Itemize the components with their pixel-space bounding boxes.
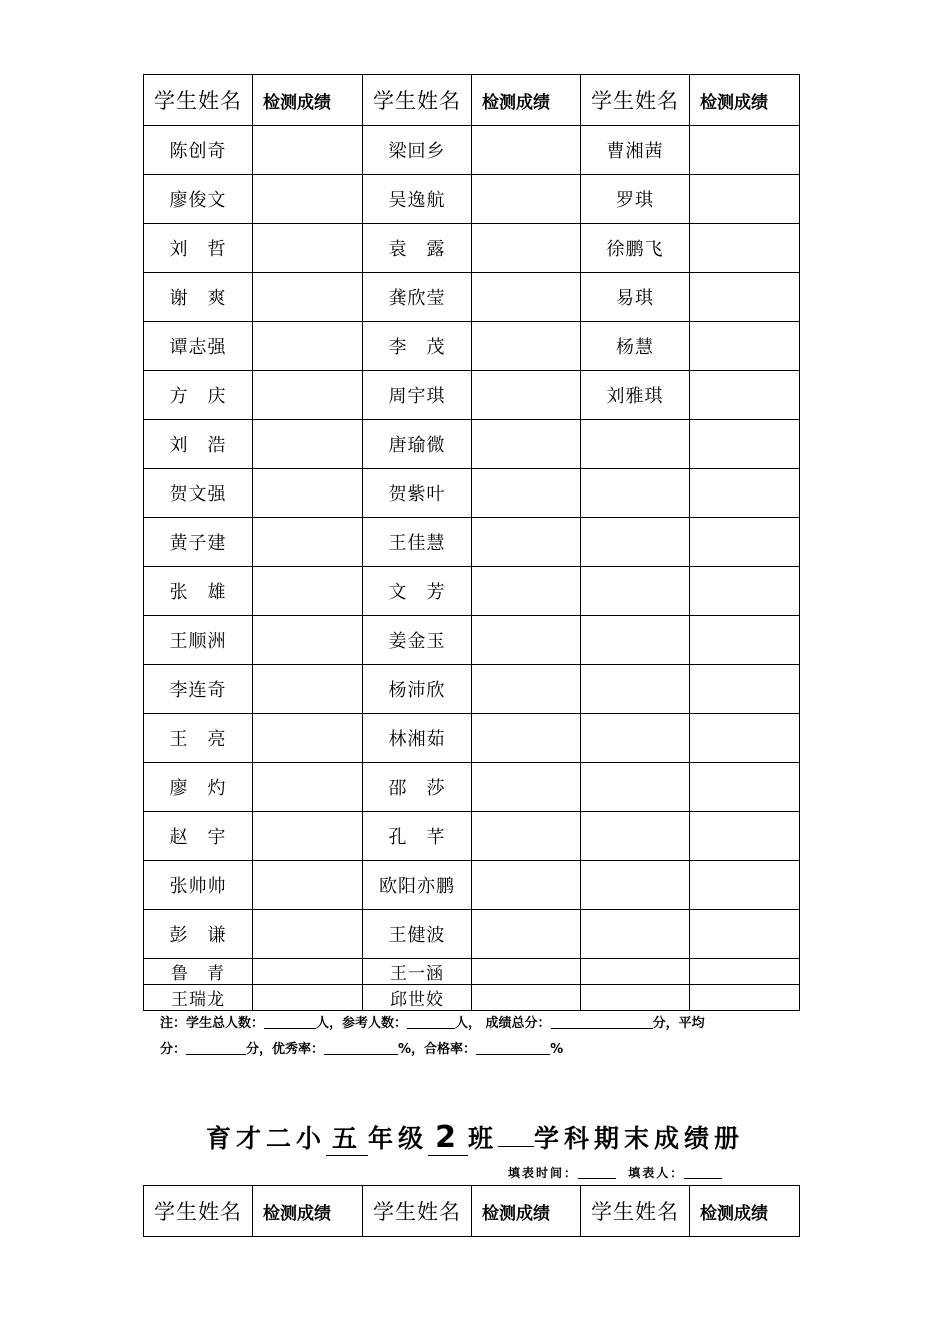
exam-count-blank[interactable]	[407, 1014, 455, 1029]
table-row	[144, 985, 800, 1011]
student-name-cell: 吴逸航	[363, 175, 472, 224]
student-name-cell: 龚欣莹	[363, 273, 472, 322]
score-cell[interactable]	[253, 763, 363, 812]
student-name-cell	[581, 910, 690, 959]
student-name-cell: 彭 谦	[144, 910, 253, 959]
student-name-cell: 廖 灼	[144, 763, 253, 812]
student-name-cell: 李 茂	[363, 322, 472, 371]
student-name-cell: 李连奇	[144, 665, 253, 714]
score-cell[interactable]	[690, 469, 800, 518]
score-cell[interactable]	[690, 763, 800, 812]
student-name-cell: 罗琪	[581, 175, 690, 224]
score-cell[interactable]	[253, 371, 363, 420]
score-cell[interactable]	[472, 812, 581, 861]
student-name-cell: 张 雄	[144, 567, 253, 616]
score-cell[interactable]	[690, 959, 800, 985]
student-name-cell: 王一涵	[363, 959, 472, 985]
score-cell[interactable]	[253, 126, 363, 175]
score-cell[interactable]	[472, 469, 581, 518]
student-name-cell	[581, 665, 690, 714]
score-cell[interactable]	[472, 959, 581, 985]
score-cell[interactable]	[690, 420, 800, 469]
student-name-cell: 袁 露	[363, 224, 472, 273]
score-cell[interactable]	[472, 985, 581, 1011]
score-cell[interactable]	[472, 861, 581, 910]
student-name-cell: 刘雅琪	[581, 371, 690, 420]
table-row	[144, 322, 800, 371]
grade-table-1	[143, 74, 800, 1011]
student-name-cell: 王佳慧	[363, 518, 472, 567]
score-cell[interactable]	[253, 322, 363, 371]
score-cell[interactable]	[690, 910, 800, 959]
student-name-cell: 姜金玉	[363, 616, 472, 665]
student-name-cell: 周宇琪	[363, 371, 472, 420]
score-cell[interactable]	[472, 763, 581, 812]
student-name-cell: 方 庆	[144, 371, 253, 420]
note-average-label: 分，平均	[652, 1016, 705, 1031]
note-percent: %	[550, 1042, 564, 1057]
fill-time-label: 填表时间：	[508, 1166, 579, 1180]
student-name-cell	[581, 812, 690, 861]
total-count-blank[interactable]	[264, 1014, 316, 1029]
score-cell[interactable]	[253, 420, 363, 469]
score-cell[interactable]	[472, 371, 581, 420]
summary-note	[160, 1011, 810, 1063]
student-name-cell: 谢 爽	[144, 273, 253, 322]
student-name-cell: 张帅帅	[144, 861, 253, 910]
score-cell[interactable]	[472, 665, 581, 714]
score-cell[interactable]	[253, 985, 363, 1011]
header-test-score: 检测成绩	[690, 1186, 800, 1237]
student-name-cell: 王顺洲	[144, 616, 253, 665]
header-student-name: 学生姓名	[363, 1186, 472, 1237]
score-cell[interactable]	[472, 518, 581, 567]
student-name-cell	[581, 985, 690, 1011]
student-name-cell	[581, 469, 690, 518]
student-name-cell	[581, 420, 690, 469]
header-student-name: 学生姓名	[581, 75, 690, 126]
score-cell[interactable]	[472, 616, 581, 665]
score-cell[interactable]	[690, 861, 800, 910]
student-name-cell: 欧阳亦鹏	[363, 861, 472, 910]
score-cell[interactable]	[253, 224, 363, 273]
table-row	[144, 910, 800, 959]
note-total-label: 注：学生总人数：	[160, 1016, 265, 1031]
student-name-cell: 刘 浩	[144, 420, 253, 469]
table-row	[144, 518, 800, 567]
score-cell[interactable]	[690, 985, 800, 1011]
note-pass-label: %，合格率：	[398, 1042, 477, 1057]
score-cell[interactable]	[690, 665, 800, 714]
title-subject-suffix: 学科期末成绩册	[534, 1124, 745, 1153]
score-cell[interactable]	[690, 714, 800, 763]
table-row	[144, 371, 800, 420]
student-name-cell	[581, 861, 690, 910]
table-row	[144, 224, 800, 273]
score-cell[interactable]	[690, 126, 800, 175]
pass-rate-blank[interactable]	[476, 1040, 550, 1055]
header-student-name: 学生姓名	[144, 75, 253, 126]
student-name-cell: 唐瑜微	[363, 420, 472, 469]
score-cell[interactable]	[690, 616, 800, 665]
student-name-cell: 徐鹏飞	[581, 224, 690, 273]
title-subject-blank[interactable]	[498, 1146, 534, 1147]
score-cell[interactable]	[253, 665, 363, 714]
student-name-cell: 王健波	[363, 910, 472, 959]
score-cell[interactable]	[690, 567, 800, 616]
filler-label: 填表人：	[628, 1166, 685, 1180]
score-cell[interactable]	[253, 959, 363, 985]
header-test-score: 检测成绩	[253, 1186, 363, 1237]
title-grade-suffix: 年级	[367, 1124, 428, 1153]
score-cell[interactable]	[690, 371, 800, 420]
student-name-cell: 刘 哲	[144, 224, 253, 273]
score-cell[interactable]	[472, 224, 581, 273]
table-row	[144, 420, 800, 469]
student-name-cell: 鲁 青	[144, 959, 253, 985]
excellent-rate-blank[interactable]	[324, 1040, 398, 1055]
student-name-cell: 林湘茹	[363, 714, 472, 763]
score-cell[interactable]	[472, 714, 581, 763]
title-grade: 五	[326, 1119, 368, 1156]
score-cell[interactable]	[690, 518, 800, 567]
score-cell[interactable]	[690, 224, 800, 273]
score-cell[interactable]	[253, 175, 363, 224]
table-row	[144, 273, 800, 322]
score-cell[interactable]	[472, 273, 581, 322]
score-cell[interactable]	[472, 910, 581, 959]
fill-time-blank[interactable]	[578, 1166, 616, 1179]
table-row	[144, 469, 800, 518]
student-name-cell: 杨沛欣	[363, 665, 472, 714]
score-cell[interactable]	[253, 469, 363, 518]
average-score-blank[interactable]	[186, 1040, 246, 1055]
score-cell[interactable]	[472, 175, 581, 224]
table-row	[144, 665, 800, 714]
note-average-unit: 分：	[160, 1042, 187, 1057]
header-test-score: 检测成绩	[253, 75, 363, 126]
student-name-cell: 贺文强	[144, 469, 253, 518]
table-row	[144, 714, 800, 763]
score-cell[interactable]	[253, 861, 363, 910]
total-score-blank[interactable]	[551, 1014, 653, 1029]
student-name-cell	[581, 714, 690, 763]
student-name-cell	[581, 518, 690, 567]
score-cell[interactable]	[253, 714, 363, 763]
score-cell[interactable]	[253, 518, 363, 567]
score-cell[interactable]	[253, 616, 363, 665]
score-cell[interactable]	[472, 126, 581, 175]
header-student-name: 学生姓名	[144, 1186, 253, 1237]
title-class-number: 2	[428, 1120, 468, 1156]
table-row	[144, 175, 800, 224]
student-name-cell: 邱世姣	[363, 985, 472, 1011]
student-name-cell: 廖俊文	[144, 175, 253, 224]
note-score-label: 人， 成绩总分：	[455, 1016, 551, 1031]
header-student-name: 学生姓名	[581, 1186, 690, 1237]
student-name-cell	[581, 616, 690, 665]
table-row	[144, 812, 800, 861]
fill-info	[508, 1164, 722, 1181]
student-name-cell: 杨慧	[581, 322, 690, 371]
header-test-score: 检测成绩	[472, 1186, 581, 1237]
header-student-name: 学生姓名	[363, 75, 472, 126]
note-exam-label: 人，参考人数：	[316, 1016, 408, 1031]
student-name-cell: 谭志强	[144, 322, 253, 371]
table-row	[144, 126, 800, 175]
score-cell[interactable]	[472, 420, 581, 469]
table-row	[144, 959, 800, 985]
student-name-cell: 赵 宇	[144, 812, 253, 861]
student-name-cell: 孔 芊	[363, 812, 472, 861]
score-cell[interactable]	[690, 273, 800, 322]
student-name-cell: 王 亮	[144, 714, 253, 763]
student-name-cell	[581, 763, 690, 812]
student-name-cell: 邵 莎	[363, 763, 472, 812]
score-cell[interactable]	[253, 812, 363, 861]
score-cell[interactable]	[690, 322, 800, 371]
title-school: 育才二小	[205, 1124, 326, 1153]
header-row	[144, 1186, 800, 1237]
score-cell[interactable]	[253, 273, 363, 322]
student-name-cell: 陈创奇	[144, 126, 253, 175]
student-name-cell: 王瑞龙	[144, 985, 253, 1011]
student-name-cell	[581, 959, 690, 985]
student-name-cell: 文 芳	[363, 567, 472, 616]
student-name-cell	[581, 567, 690, 616]
score-cell[interactable]	[253, 567, 363, 616]
filler-blank[interactable]	[684, 1166, 722, 1179]
score-cell[interactable]	[472, 322, 581, 371]
score-cell[interactable]	[253, 910, 363, 959]
table-row	[144, 763, 800, 812]
header-row	[144, 75, 800, 126]
score-cell[interactable]	[690, 812, 800, 861]
title-class-suffix: 班	[468, 1124, 499, 1153]
student-name-cell: 贺紫叶	[363, 469, 472, 518]
student-name-cell: 易琪	[581, 273, 690, 322]
note-excellent-label: 分，优秀率：	[246, 1042, 325, 1057]
header-test-score: 检测成绩	[472, 75, 581, 126]
student-name-cell: 梁回乡	[363, 126, 472, 175]
table-row	[144, 861, 800, 910]
score-cell[interactable]	[472, 567, 581, 616]
student-name-cell: 黄子建	[144, 518, 253, 567]
student-name-cell: 曹湘茜	[581, 126, 690, 175]
table-row	[144, 567, 800, 616]
table-row	[144, 616, 800, 665]
score-cell[interactable]	[690, 175, 800, 224]
grade-table-2	[143, 1185, 800, 1237]
page-title	[0, 1119, 950, 1156]
header-test-score: 检测成绩	[690, 75, 800, 126]
